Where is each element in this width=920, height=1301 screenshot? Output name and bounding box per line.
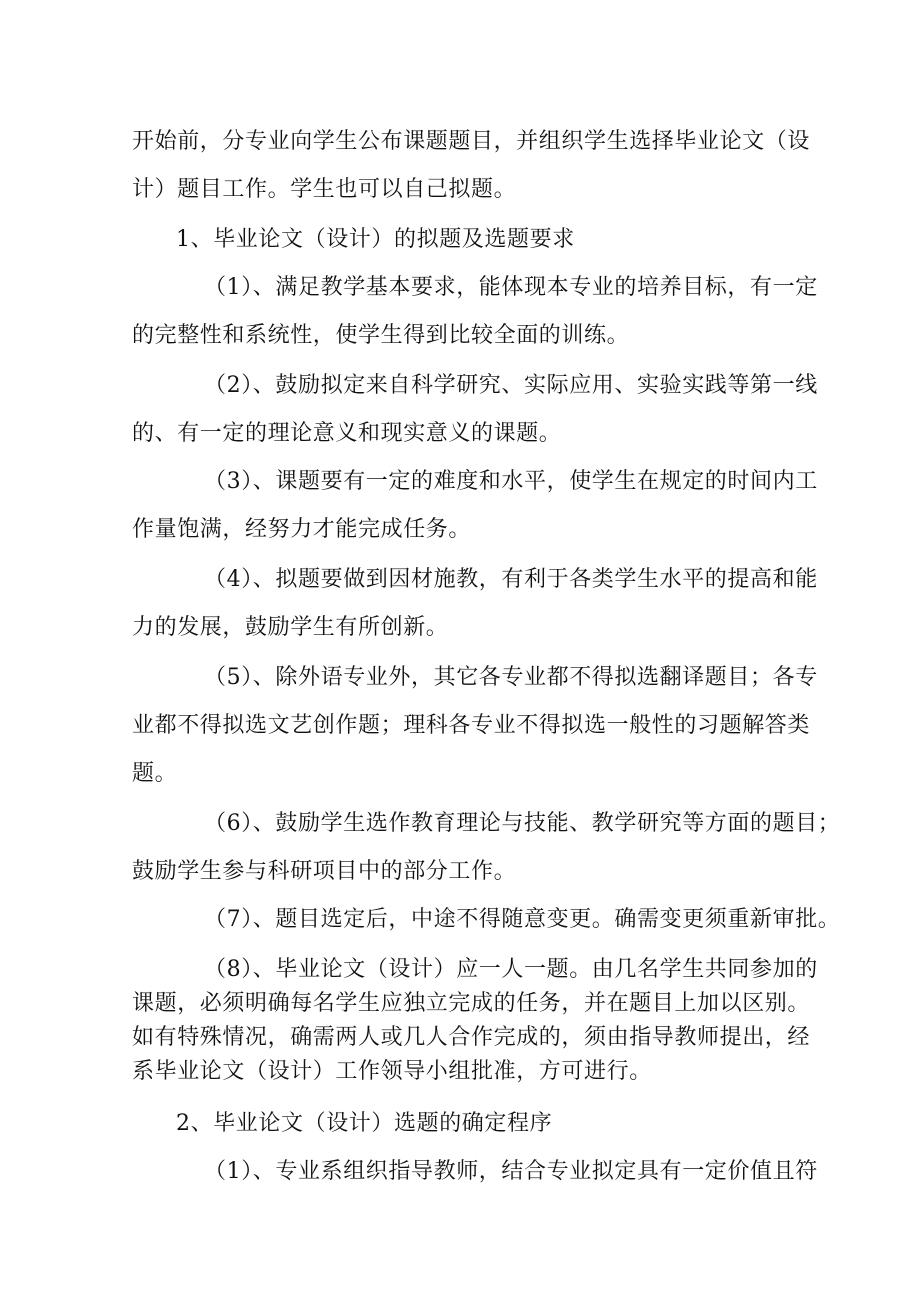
text-line: 鼓励学生参与科研项目中的部分工作。 [132,859,517,884]
text-line: （5）、除外语专业外，其它各专业都不得拟选翻译题目；各专 [204,665,818,690]
text-line: 题。 [132,761,178,786]
text-line: （1）、满足教学基本要求，能体现本专业的培养目标，有一定 [204,275,818,300]
text-line: 系毕业论文（设计）工作领导小组批准，方可进行。 [132,1059,652,1084]
text-line: （1）、专业系组织指导教师，结合专业拟定具有一定价值且符 [204,1159,818,1184]
text-line: 的、有一定的理论意义和现实意义的课题。 [132,421,562,446]
text-line: （7）、题目选定后，中途不得随意变更。确需变更须重新审批。 [204,907,841,932]
text-line: 如有特殊情况，确需两人或几人合作完成的，须由指导教师提出，经 [132,1025,811,1050]
text-line: （2）、鼓励拟定来自科学研究、实际应用、实验实践等第一线 [204,373,818,398]
section-heading: 2、毕业论文（设计）选题的确定程序 [176,1111,553,1136]
text-line: 力的发展，鼓励学生有所创新。 [132,615,449,640]
text-line: （4）、拟题要做到因材施教，有利于各类学生水平的提高和能 [204,567,818,592]
text-line: 业都不得拟选文艺创作题；理科各专业不得拟选一般性的习题解答类 [132,713,811,738]
text-line: 计）题目工作。学生也可以自己拟题。 [132,177,517,202]
text-line: （8）、毕业论文（设计）应一人一题。由几名学生共同参加的 [204,957,818,982]
section-heading: 1、毕业论文（设计）的拟题及选题要求 [176,227,575,252]
text-line: 课题，必须明确每名学生应独立完成的任务，并在题目上加以区别。 [132,991,811,1016]
text-line: 的完整性和系统性，使学生得到比较全面的训练。 [132,323,630,348]
text-line: 开始前，分专业向学生公布课题题目，并组织学生选择毕业论文（设 [132,129,811,154]
text-line: （3）、课题要有一定的难度和水平，使学生在规定的时间内工 [204,469,818,494]
text-line: 作量饱满，经努力才能完成任务。 [132,517,472,542]
text-line: （6）、鼓励学生选作教育理论与技能、教学研究等方面的题目； [204,811,841,836]
